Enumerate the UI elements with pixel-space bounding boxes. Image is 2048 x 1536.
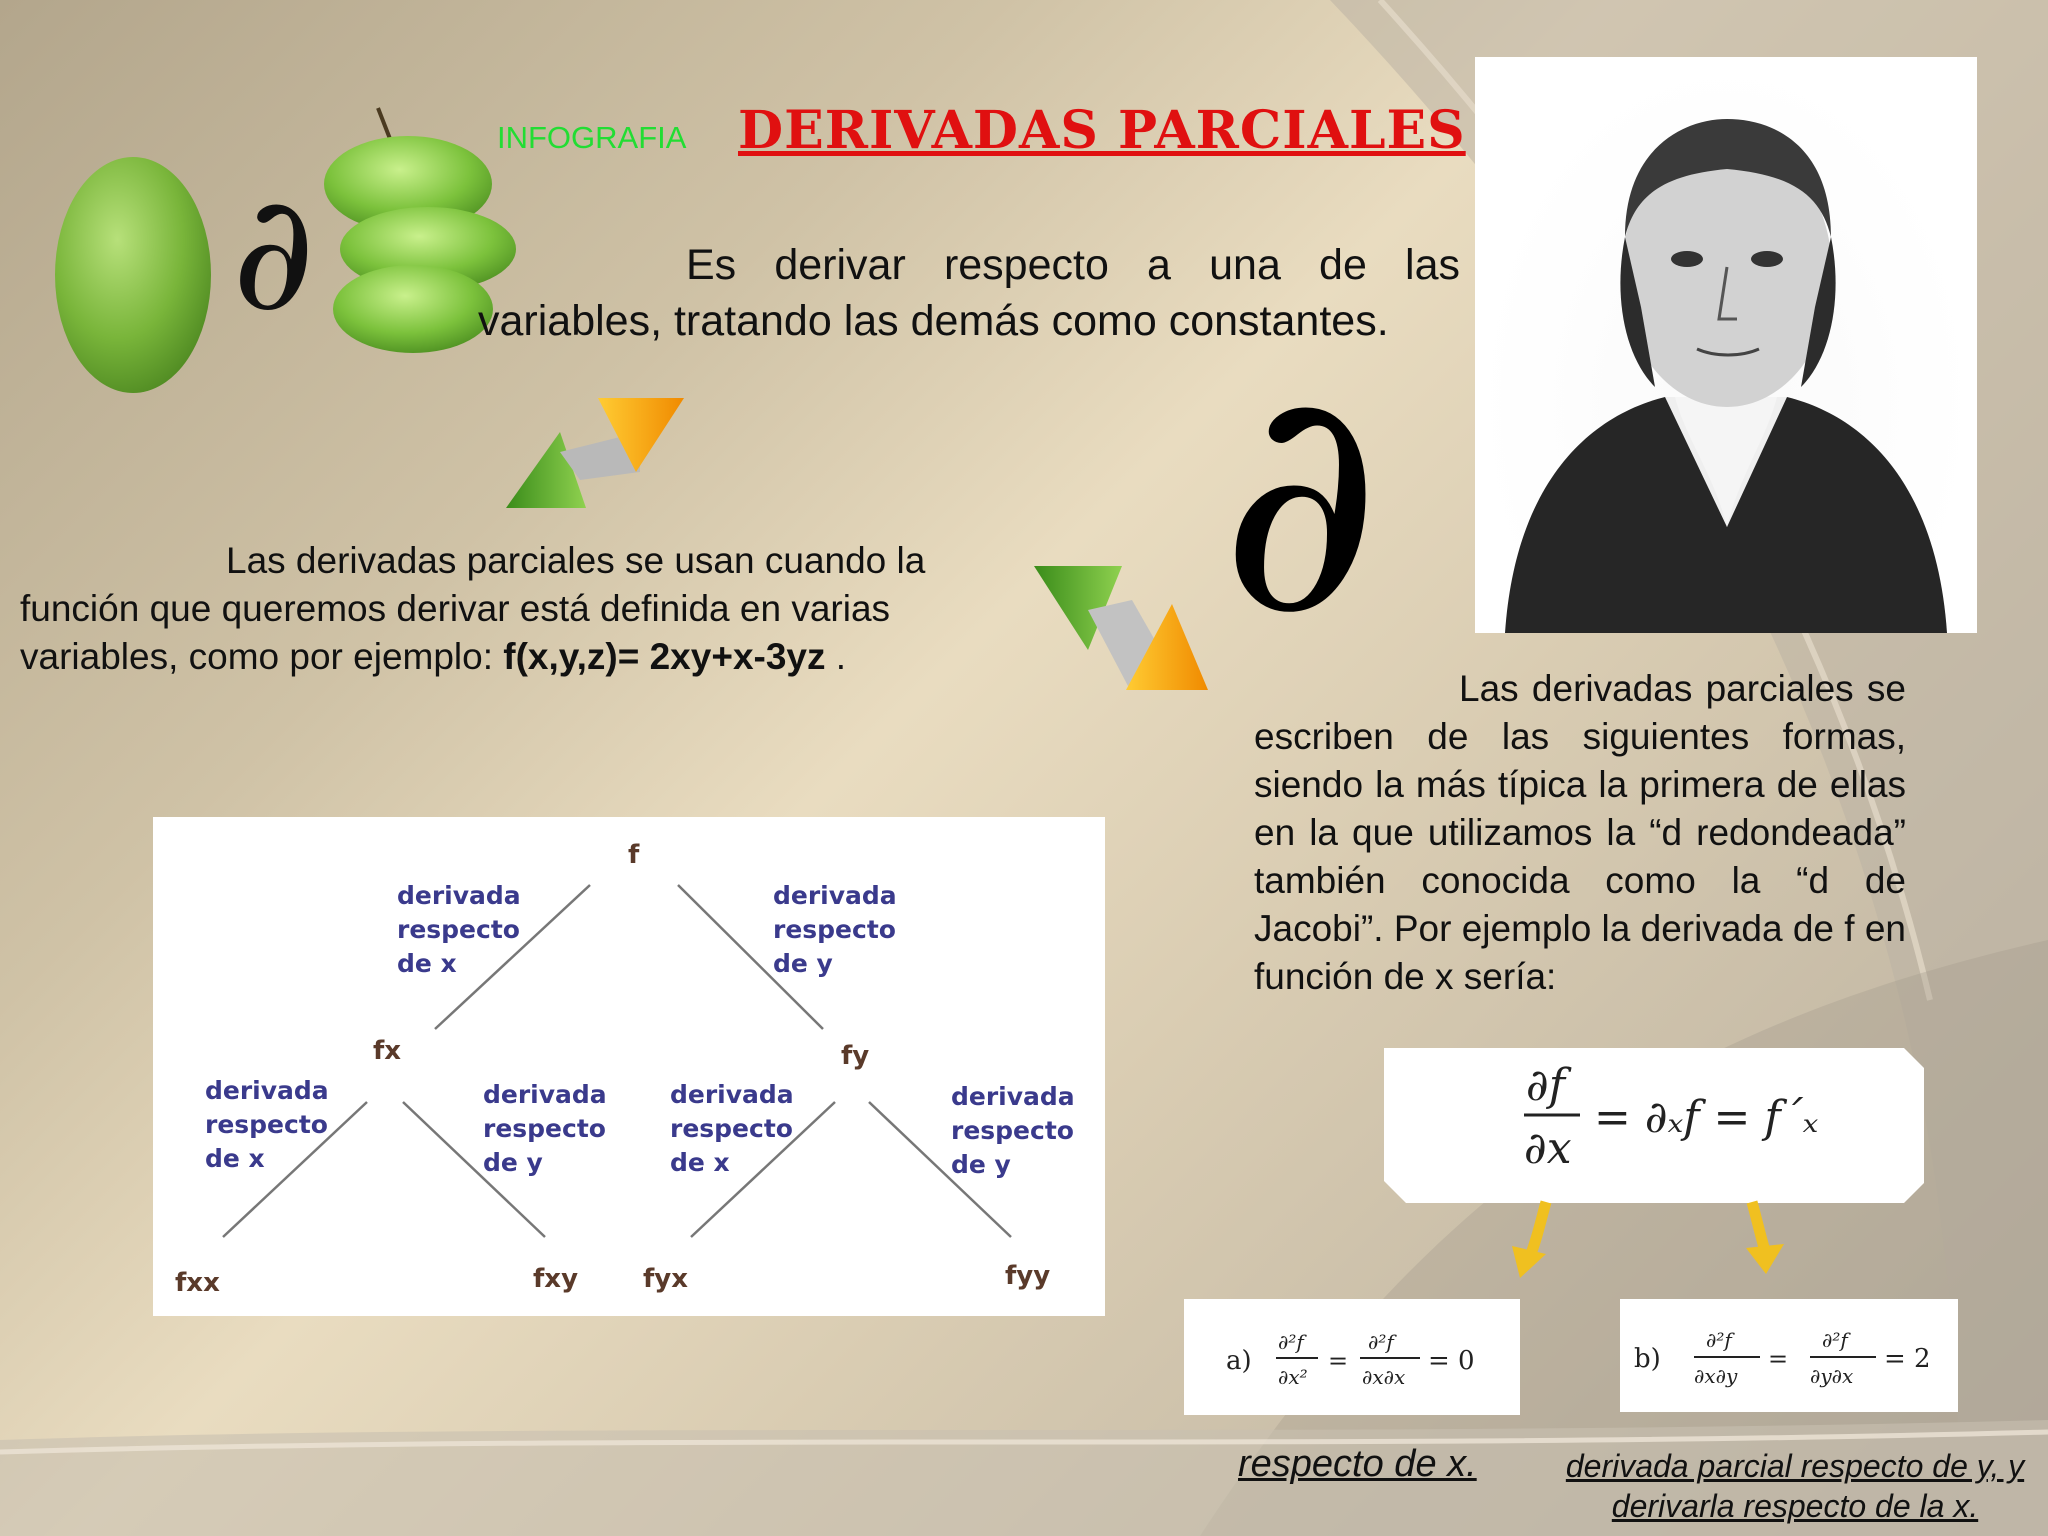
formula-a-box bbox=[1184, 1299, 1520, 1415]
formula-b-box bbox=[1620, 1299, 1958, 1412]
formula-a bbox=[1184, 1299, 1520, 1415]
edge-label: respecto bbox=[397, 915, 520, 944]
caption-derivada-cruzada: derivada parcial respecto de y, y derivarla respecto de la x. bbox=[1565, 1448, 2025, 1524]
edge-label: de y bbox=[483, 1148, 543, 1177]
formula-a-rhs: = 0 bbox=[1428, 1346, 1475, 1376]
green-apple-image bbox=[48, 150, 218, 400]
svg-text:∂x²: ∂x² bbox=[1278, 1365, 1308, 1389]
svg-text:∂: ∂ bbox=[1220, 321, 1381, 682]
yellow-arrows-icon bbox=[1500, 1198, 1800, 1282]
edge-label: respecto bbox=[951, 1116, 1074, 1145]
svg-text:=: = bbox=[1768, 1345, 1789, 1373]
jacobi-d-icon bbox=[1220, 321, 1448, 682]
svg-text:∂: ∂ bbox=[232, 159, 315, 346]
svg-text:∂²f: ∂²f bbox=[1368, 1330, 1394, 1354]
edge-label: de y bbox=[773, 949, 833, 978]
tree-leaf-fyx: fyx bbox=[643, 1264, 689, 1294]
formula-a-label: a) bbox=[1226, 1346, 1252, 1376]
edge-label: derivada bbox=[773, 881, 897, 910]
svg-text:∂²f: ∂²f bbox=[1706, 1328, 1732, 1352]
tree-leaf-fxy: fxy bbox=[533, 1264, 579, 1294]
page-title: DERIVADAS PARCIALES bbox=[738, 100, 1466, 161]
edge-label: respecto bbox=[670, 1114, 793, 1143]
edge-label: de x bbox=[670, 1148, 730, 1177]
svg-text:∂²f: ∂²f bbox=[1278, 1330, 1304, 1354]
notation-text: Las derivadas parciales se escriben de las siguientes formas, siendo la más típica la primera de ellas en la que utilizamos la “d redondeada” también conocida como la “d de Jacobi”. Por ejemplo la derivada de f en función de x sería: bbox=[1254, 668, 1906, 997]
edge-label: de x bbox=[205, 1144, 265, 1173]
tree-leaf-fyy: fyy bbox=[1005, 1261, 1051, 1291]
formula-b-rhs: = 2 bbox=[1884, 1344, 1931, 1374]
svg-text:=: = bbox=[1328, 1347, 1349, 1375]
tree-root: f bbox=[628, 840, 640, 870]
example-function: f(x,y,z)= 2xy+x-3yz bbox=[503, 636, 826, 677]
edge-label: respecto bbox=[483, 1114, 606, 1143]
usage-text bbox=[20, 537, 975, 681]
arrow-icon-2 bbox=[1032, 560, 1212, 696]
svg-text:∂x: ∂x bbox=[1524, 1123, 1572, 1174]
usage-text-end: . bbox=[825, 636, 847, 677]
svg-text:∂f: ∂f bbox=[1526, 1060, 1566, 1111]
edge-label: respecto bbox=[773, 915, 896, 944]
jacobi-portrait bbox=[1475, 57, 1977, 633]
tree-node-fx: fx bbox=[373, 1036, 402, 1066]
derivative-tree-diagram bbox=[153, 817, 1105, 1316]
main-formula-rhs: = ∂ₓf = f΄ₓ bbox=[1594, 1092, 1819, 1143]
tree-svg bbox=[153, 817, 1105, 1316]
svg-text:∂y∂x: ∂y∂x bbox=[1810, 1364, 1854, 1388]
svg-text:∂x∂y: ∂x∂y bbox=[1694, 1364, 1738, 1388]
infografia-label: INFOGRAFIA bbox=[497, 120, 687, 155]
edge-label: derivada bbox=[205, 1076, 329, 1105]
edge-label: derivada bbox=[397, 881, 521, 910]
definition-text: Es derivar respecto a una de las variables, tratando las demás como constantes. bbox=[478, 241, 1460, 345]
portrait-illustration bbox=[1475, 57, 1977, 633]
formula-b bbox=[1620, 1299, 1958, 1412]
edge-label: respecto bbox=[205, 1110, 328, 1139]
formula-b-label: b) bbox=[1634, 1344, 1661, 1374]
edge-label: derivada bbox=[483, 1080, 607, 1109]
svg-text:∂x∂x: ∂x∂x bbox=[1362, 1365, 1406, 1389]
partial-symbol-icon bbox=[232, 159, 315, 346]
tree-leaf-fxx: fxx bbox=[175, 1268, 220, 1298]
tree-node-fy: fy bbox=[841, 1041, 870, 1071]
edge-label: derivada bbox=[670, 1080, 794, 1109]
main-formula-box bbox=[1384, 1048, 1924, 1203]
caption-respecto-x: respecto de x. bbox=[1238, 1443, 1477, 1485]
arrow-icon bbox=[500, 392, 690, 512]
edge-label: de x bbox=[397, 949, 457, 978]
edge-label: derivada bbox=[951, 1082, 1075, 1111]
usage-text-body: Las derivadas parciales se usan cuando la función que queremos derivar está definida en varias variables, como por ejemplo: bbox=[20, 540, 926, 677]
edge-label: de y bbox=[951, 1150, 1011, 1179]
svg-text:∂²f: ∂²f bbox=[1822, 1328, 1848, 1352]
